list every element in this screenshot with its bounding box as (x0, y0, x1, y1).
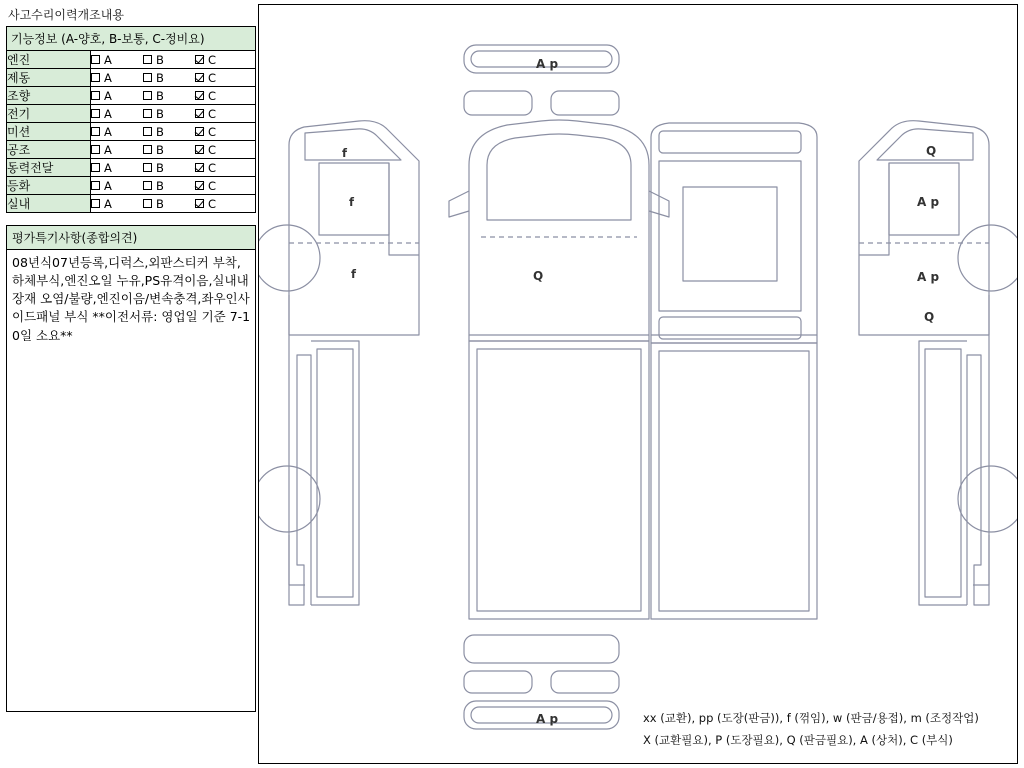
checkbox-box (143, 127, 152, 136)
table-row (7, 105, 256, 123)
checkbox-label: A (104, 88, 112, 103)
row-options-transmission (91, 123, 256, 141)
checkbox-box (91, 199, 100, 208)
row-label-powertrain: 동력전달 (7, 159, 91, 177)
checkbox-box (143, 55, 152, 64)
checkbox-label: C (208, 178, 217, 193)
checkbox-label: B (156, 52, 164, 67)
checkbox-box (91, 181, 100, 190)
checkbox-electrical-a[interactable] (91, 107, 143, 121)
checkbox-box (143, 109, 152, 118)
checkbox-aircon-c[interactable] (195, 143, 247, 157)
checkbox-label: A (104, 124, 112, 139)
damage-mark-top-roof: A p (536, 57, 559, 71)
legend-line-2: X (교환필요), P (도장필요), Q (판금필요), A (상처), C (부식) (643, 732, 953, 747)
checkbox-interior-b[interactable] (143, 197, 195, 211)
checkbox-label: A (104, 142, 112, 157)
checkbox-label: B (156, 160, 164, 175)
checkbox-transmission-a[interactable] (91, 125, 143, 139)
checkbox-box (195, 145, 204, 154)
checkbox-label: A (104, 160, 112, 175)
section-title: 사고수리이력개조내용 (8, 8, 124, 22)
checkbox-engine-b[interactable] (143, 53, 195, 67)
checkbox-engine-a[interactable] (91, 53, 143, 67)
checkbox-box (195, 163, 204, 172)
checkbox-powertrain-b[interactable] (143, 161, 195, 175)
vehicle-diagram-panel (258, 4, 1018, 764)
table-row (7, 177, 256, 195)
checkbox-label: B (156, 106, 164, 121)
table-row (7, 141, 256, 159)
vehicle-diagram-svg (259, 5, 1018, 764)
row-options-aircon (91, 141, 256, 159)
row-label-transmission: 미션 (7, 123, 91, 141)
checkbox-box (143, 181, 152, 190)
damage-mark-right-lower-q: Q (924, 310, 935, 324)
damage-mark-right-low: A p (917, 270, 940, 284)
row-label-engine: 엔진 (7, 51, 91, 69)
remarks-body: 08년식07년등록,디럭스,외판스티커 부착,하체부식,엔진오일 누유,PS유격이음,실내내장재 오염/불량,엔진이음/변속충격,좌우인사이드패널 부식 **이전서류: 영업일 기준 7-10일 소요** (6, 250, 256, 712)
table-row (7, 69, 256, 87)
checkbox-label: C (208, 106, 217, 121)
checkbox-box (143, 73, 152, 82)
checkbox-transmission-c[interactable] (195, 125, 247, 139)
checkbox-engine-c[interactable] (195, 53, 247, 67)
table-row (7, 123, 256, 141)
checkbox-label: C (208, 160, 217, 175)
damage-mark-left-mid: f (349, 195, 355, 209)
damage-mark-left-front: f (342, 146, 348, 160)
checkbox-label: A (104, 52, 112, 67)
checkbox-box (91, 91, 100, 100)
checkbox-powertrain-a[interactable] (91, 161, 143, 175)
row-label-interior: 실내 (7, 195, 91, 213)
checkbox-label: C (208, 142, 217, 157)
checkbox-steering-b[interactable] (143, 89, 195, 103)
checkbox-box (195, 127, 204, 136)
checkbox-interior-c[interactable] (195, 197, 247, 211)
row-options-lighting (91, 177, 256, 195)
checkbox-label: C (208, 196, 217, 211)
checkbox-brake-c[interactable] (195, 71, 247, 85)
checkbox-label: A (104, 70, 112, 85)
row-options-brake (91, 69, 256, 87)
damage-mark-right-top: Q (926, 144, 937, 158)
checkbox-label: B (156, 178, 164, 193)
checkbox-label: B (156, 70, 164, 85)
checkbox-box (143, 163, 152, 172)
checkbox-steering-a[interactable] (91, 89, 143, 103)
row-label-aircon: 공조 (7, 141, 91, 159)
checkbox-label: B (156, 142, 164, 157)
checkbox-label: A (104, 196, 112, 211)
damage-mark-right-mid: A p (917, 195, 940, 209)
row-options-interior (91, 195, 256, 213)
checkbox-label: C (208, 124, 217, 139)
row-options-engine (91, 51, 256, 69)
row-label-steering: 조향 (7, 87, 91, 105)
checkbox-lighting-b[interactable] (143, 179, 195, 193)
checkbox-electrical-b[interactable] (143, 107, 195, 121)
damage-mark-bottom: A p (536, 712, 559, 726)
function-info-header-row (7, 27, 256, 51)
checkbox-brake-a[interactable] (91, 71, 143, 85)
checkbox-box (91, 55, 100, 64)
checkbox-powertrain-c[interactable] (195, 161, 247, 175)
checkbox-box (143, 145, 152, 154)
checkbox-interior-a[interactable] (91, 197, 143, 211)
row-label-brake: 제동 (7, 69, 91, 87)
checkbox-box (143, 91, 152, 100)
checkbox-box (91, 163, 100, 172)
checkbox-lighting-a[interactable] (91, 179, 143, 193)
checkbox-box (195, 181, 204, 190)
table-row (7, 159, 256, 177)
checkbox-brake-b[interactable] (143, 71, 195, 85)
checkbox-box (195, 91, 204, 100)
left-column (6, 4, 256, 712)
checkbox-box (91, 145, 100, 154)
row-options-steering (91, 87, 256, 105)
checkbox-box (91, 73, 100, 82)
row-options-powertrain (91, 159, 256, 177)
checkbox-electrical-c[interactable] (195, 107, 247, 121)
function-info-header: 기능정보 (A-양호, B-보통, C-정비요) (7, 27, 256, 51)
row-label-lighting: 등화 (7, 177, 91, 195)
checkbox-box (195, 199, 204, 208)
function-info-table (6, 26, 256, 213)
checkbox-label: C (208, 88, 217, 103)
checkbox-label: B (156, 196, 164, 211)
checkbox-aircon-a[interactable] (91, 143, 143, 157)
checkbox-box (143, 199, 152, 208)
table-row (7, 87, 256, 105)
remarks-header: 평가특기사항(종합의견) (6, 225, 256, 250)
checkbox-box (195, 55, 204, 64)
checkbox-transmission-b[interactable] (143, 125, 195, 139)
row-options-electrical (91, 105, 256, 123)
checkbox-steering-c[interactable] (195, 89, 247, 103)
checkbox-box (195, 73, 204, 82)
diagram-legend (643, 708, 979, 752)
table-row (7, 51, 256, 69)
table-row (7, 195, 256, 213)
checkbox-label: C (208, 52, 217, 67)
checkbox-label: A (104, 106, 112, 121)
checkbox-box (91, 109, 100, 118)
checkbox-box (195, 109, 204, 118)
checkbox-label: B (156, 88, 164, 103)
damage-mark-left-rear: f (351, 267, 357, 281)
damage-mark-center-hood: Q (533, 269, 544, 283)
checkbox-lighting-c[interactable] (195, 179, 247, 193)
legend-line-1: xx (교환), pp (도장(판금)), f (꺾임), w (판금/용접), m (조정작업) (643, 711, 979, 725)
checkbox-label: A (104, 178, 112, 193)
checkbox-label: B (156, 124, 164, 139)
row-label-electrical: 전기 (7, 105, 91, 123)
checkbox-box (91, 127, 100, 136)
checkbox-aircon-b[interactable] (143, 143, 195, 157)
checkbox-label: C (208, 70, 217, 85)
